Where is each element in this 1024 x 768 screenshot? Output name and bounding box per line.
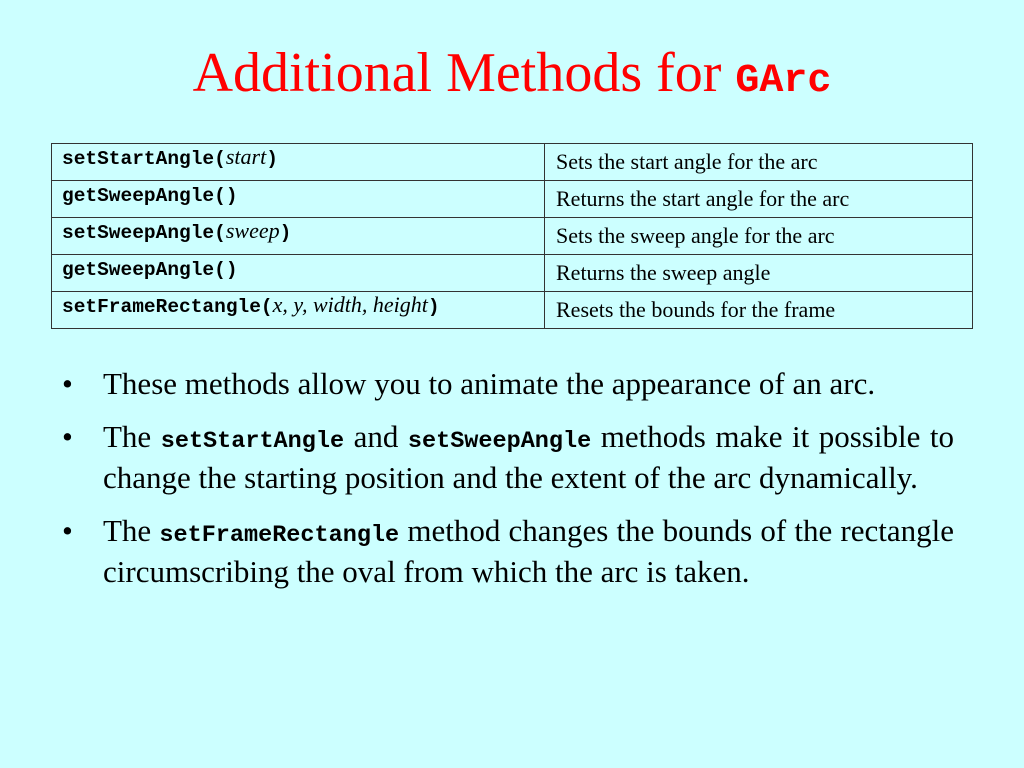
bullet-dot-icon: •: [62, 419, 73, 454]
method-signature-cell: [52, 292, 545, 329]
methods-table: [51, 143, 973, 329]
method-close-paren: ): [266, 148, 278, 170]
method-name: setFrameRectangle(: [62, 296, 273, 318]
method-close-paren: ): [427, 296, 440, 318]
method-signature-cell: [52, 218, 545, 255]
method-name: getSweepAngle(): [62, 259, 238, 281]
bullet-list: [62, 366, 954, 607]
bullet-item: [62, 419, 954, 496]
method-description: Returns the start angle for the arc: [545, 181, 973, 218]
table-row: [52, 181, 973, 218]
slide-title: [0, 38, 1024, 117]
table-row: [52, 144, 973, 181]
table-row: [52, 292, 973, 329]
bullet-item: [62, 366, 954, 402]
bullet-text: The: [103, 513, 160, 548]
method-signature-cell: [52, 255, 545, 292]
bullet-item: [62, 513, 954, 590]
slide-title-class-name: GArc: [735, 59, 832, 104]
method-args: sweep: [225, 218, 280, 243]
method-args: start: [225, 144, 267, 169]
method-description: Resets the bounds for the frame: [545, 292, 973, 329]
method-name: setStartAngle(: [62, 148, 226, 170]
method-description: Sets the start angle for the arc: [545, 144, 973, 181]
table-row: [52, 255, 973, 292]
table-row: [52, 218, 973, 255]
method-description: Returns the sweep angle: [545, 255, 973, 292]
method-name: getSweepAngle(): [62, 185, 238, 207]
code-term: setFrameRectangle: [159, 522, 400, 549]
method-name: setSweepAngle(: [62, 222, 226, 244]
slide-title-text: Additional Methods for: [192, 42, 736, 104]
bullet-dot-icon: •: [62, 513, 73, 548]
bullet-text: methods make it possible to change the starting position and the extent of the arc dynamically.: [103, 419, 954, 495]
method-description: Sets the sweep angle for the arc: [545, 218, 973, 255]
bullet-text: and: [344, 419, 408, 454]
method-signature-cell: [52, 181, 545, 218]
method-signature-cell: [52, 144, 545, 181]
code-term: setSweepAngle: [407, 428, 592, 455]
bullet-dot-icon: •: [62, 366, 73, 401]
bullet-text: These methods allow you to animate the appearance of an arc.: [103, 366, 876, 401]
method-args: x, y, width, height: [272, 292, 428, 317]
bullet-text: method changes the bounds of the rectangle circumscribing the oval from which the arc is taken.: [103, 513, 954, 589]
bullet-text: The: [103, 419, 161, 454]
method-close-paren: ): [279, 222, 292, 244]
code-term: setStartAngle: [160, 428, 345, 455]
